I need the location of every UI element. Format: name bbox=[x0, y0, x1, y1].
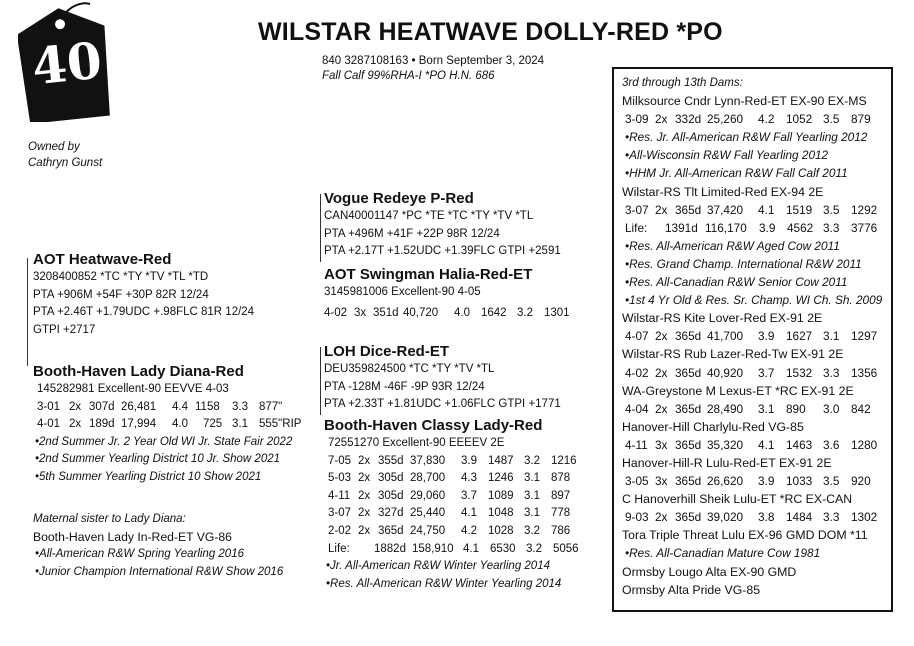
ancestor-honor: •Res. All-Canadian R&W Senior Cow 2011 bbox=[625, 275, 848, 290]
page-title: WILSTAR HEATWAVE DOLLY-RED *PO bbox=[258, 18, 723, 46]
dam-sire-bracket bbox=[320, 347, 321, 415]
dam-sire-line: PTA -128M -46F -9P 93R 12/24 bbox=[324, 380, 485, 393]
lot-number: 40 bbox=[29, 30, 105, 97]
ancestry-box bbox=[612, 67, 893, 612]
ancestor-honor: •Res. All-American R&W Aged Cow 2011 bbox=[625, 238, 840, 253]
maternal-sister-name: Booth-Haven Lady In-Red-ET VG-86 bbox=[33, 529, 232, 544]
ancestry-header: 3rd through 13th Dams: bbox=[622, 77, 743, 89]
ancestor-name: Milksource Cndr Lynn-Red-ET EX-90 EX-MS bbox=[622, 94, 867, 109]
ancestor-name: Hanover-Hill-R Lulu-Red-ET EX-91 2E bbox=[622, 455, 832, 470]
animal-meta bbox=[322, 54, 544, 84]
record-row: 4-11 3x 365d 35,320 4.1 1463 3.6 1280 bbox=[625, 437, 878, 452]
ancestor-name: Wilstar-RS Tlt Limited-Red EX-94 2E bbox=[622, 184, 824, 199]
owner-label: Owned by bbox=[28, 141, 80, 153]
dam-honor: •2nd Summer Jr. 2 Year Old WI Jr. State Fair 2022 bbox=[35, 435, 293, 448]
dam-block bbox=[33, 363, 301, 487]
sire-sire-line: PTA +496M +41F +22P 98R 12/24 bbox=[324, 227, 500, 240]
ancestor-name: C Hanoverhill Sheik Lulu-ET *RC EX-CAN bbox=[622, 492, 853, 507]
dam-sire-name: LOH Dice-Red-ET bbox=[324, 343, 450, 360]
record-row: 4-04 2x 365d 28,490 3.1 890 3.0 842 bbox=[625, 401, 871, 416]
dam-line: 145282981 Excellent-90 EEVVE 4-03 bbox=[37, 383, 229, 395]
life-row: Life: 1391d 116,170 3.9 4562 3.3 3776 bbox=[625, 220, 878, 235]
dam-sire-line: DEU359824500 *TC *TY *TV *TL bbox=[324, 363, 495, 375]
sire-sire-name: Vogue Redeye P-Red bbox=[324, 190, 474, 207]
record-row: 7-05 2x 355d 37,830 3.9 1487 3.2 1216 bbox=[328, 454, 577, 467]
dam-sire-line: PTA +2.33T +1.81UDC +1.06FLC GTPI +1771 bbox=[324, 398, 561, 411]
dam-dam-records bbox=[324, 453, 579, 541]
maternal-sister-block bbox=[33, 511, 283, 581]
lot-tag bbox=[18, 2, 110, 122]
owner bbox=[28, 139, 102, 171]
dam-sire-block bbox=[324, 343, 561, 414]
record-row: 4-02 3x 351d 40,720 4.0 1642 3.2 1301 bbox=[324, 306, 570, 319]
sire-line: 3208400852 *TC *TY *TV *TL *TD bbox=[33, 271, 209, 283]
sire-bracket bbox=[27, 258, 28, 366]
ancestor-name: Tora Triple Threat Lulu EX-96 GMD DOM *11 bbox=[622, 528, 868, 543]
ancestor-name: Hanover-Hill Charlylu-Red VG-85 bbox=[622, 419, 804, 434]
sire-block bbox=[33, 251, 254, 339]
sire-sire-bracket bbox=[320, 194, 321, 262]
record-row: 3-05 3x 365d 26,620 3.9 1033 3.5 920 bbox=[625, 474, 871, 489]
sire-sire-line: PTA +2.17T +1.52UDC +1.39FLC GTPI +2591 bbox=[324, 245, 561, 258]
ancestor-honor: •All-Wisconsin R&W Fall Yearling 2012 bbox=[625, 148, 829, 163]
ancestor-honor: •HHM Jr. All-American R&W Fall Calf 2011 bbox=[625, 166, 848, 181]
sire-dam-line: 3145981006 Excellent-90 4-05 bbox=[324, 286, 481, 298]
record-row: 4-07 2x 365d 41,700 3.9 1627 3.1 1297 bbox=[625, 329, 878, 344]
record-row: 3-09 2x 332d 25,260 4.2 1052 3.5 879 bbox=[625, 112, 871, 127]
record-row: 4-02 2x 365d 40,920 3.7 1532 3.3 1356 bbox=[625, 365, 878, 380]
record-row: 4-01 2x 189d 17,994 4.0 725 3.1 555"RIP bbox=[37, 418, 302, 431]
sire-dam-name: AOT Swingman Halia-Red-ET bbox=[324, 266, 533, 283]
ancestor-name: Ormsby Alta Pride VG-85 bbox=[622, 582, 761, 597]
dam-dam-honor: •Jr. All-American R&W Winter Yearling 2014 bbox=[326, 560, 550, 573]
ancestor-honor: •1st 4 Yr Old & Res. Sr. Champ. WI Ch. Sh. 2009 bbox=[625, 293, 883, 308]
dam-dam-name: Booth-Haven Classy Lady-Red bbox=[324, 417, 543, 434]
ancestor-honor: •Res. Jr. All-American R&W Fall Yearling 2012 bbox=[625, 130, 868, 145]
record-row: 3-01 2x 307d 26,481 4.4 1158 3.3 877" bbox=[37, 400, 283, 413]
sire-sire-line: CAN40001147 *PC *TE *TC *TY *TV *TL bbox=[324, 210, 534, 222]
sire-sire-block bbox=[324, 190, 561, 261]
record-row: 5-03 2x 305d 28,700 4.3 1246 3.1 878 bbox=[328, 472, 571, 485]
ancestry-list bbox=[622, 74, 882, 599]
sire-name: AOT Heatwave-Red bbox=[33, 251, 172, 268]
ancestor-name: Wilstar-RS Rub Lazer-Red-Tw EX-91 2E bbox=[622, 347, 844, 362]
dam-honor: •2nd Summer Yearling District 10 Jr. Show 2021 bbox=[35, 453, 281, 466]
record-row: 9-03 2x 365d 39,020 3.8 1484 3.3 1302 bbox=[625, 510, 878, 525]
owner-name: Cathryn Gunst bbox=[28, 157, 103, 169]
maternal-sister-honor: •Junior Champion International R&W Show 2016 bbox=[35, 565, 284, 578]
maternal-sister-label: Maternal sister to Lady Diana: bbox=[33, 513, 186, 525]
record-row: 3-07 2x 365d 37,420 4.1 1519 3.5 1292 bbox=[625, 202, 878, 217]
life-row: Life: 1882d 158,910 4.1 6530 3.2 5056 bbox=[328, 542, 579, 555]
dam-name: Booth-Haven Lady Diana-Red bbox=[33, 363, 244, 380]
sire-line: PTA +2.46T +1.79UDC +.98FLC 81R 12/24 bbox=[33, 306, 255, 319]
sire-line: PTA +906M +54F +30P 82R 12/24 bbox=[33, 288, 209, 301]
record-row: 2-02 2x 365d 24,750 4.2 1028 3.2 786 bbox=[328, 524, 571, 537]
dam-dam-block bbox=[324, 417, 579, 593]
record-row: 4-11 2x 305d 29,060 3.7 1089 3.1 897 bbox=[328, 489, 571, 502]
record-row: 3-07 2x 327d 25,440 4.1 1048 3.1 778 bbox=[328, 507, 571, 520]
dam-honor: •5th Summer Yearling District 10 Show 2021 bbox=[35, 470, 262, 483]
meta-line-1: 840 3287108163 • Born September 3, 2024 bbox=[322, 55, 545, 67]
ancestor-name: WA-Greystone M Lexus-ET *RC EX-91 2E bbox=[622, 383, 854, 398]
dam-dam-honor: •Res. All-American R&W Winter Yearling 2014 bbox=[326, 577, 562, 590]
ancestor-honor: •Res. All-Canadian Mature Cow 1981 bbox=[625, 546, 821, 561]
maternal-sister-honor: •All-American R&W Spring Yearling 2016 bbox=[35, 548, 244, 561]
ancestor-honor: •Res. Grand Champ. International R&W 2011 bbox=[625, 256, 862, 271]
meta-line-2: Fall Calf 99%RHA-I *PO H.N. 686 bbox=[322, 70, 495, 82]
ancestor-name: Wilstar-RS Kite Lover-Red EX-91 2E bbox=[622, 311, 823, 326]
sire-dam-block bbox=[324, 266, 570, 322]
ancestor-name: Ormsby Lougo Alta EX-90 GMD bbox=[622, 564, 797, 579]
dam-dam-line: 72551270 Excellent-90 EEEEV 2E bbox=[328, 437, 505, 449]
sire-line: GTPI +2717 bbox=[33, 323, 96, 336]
